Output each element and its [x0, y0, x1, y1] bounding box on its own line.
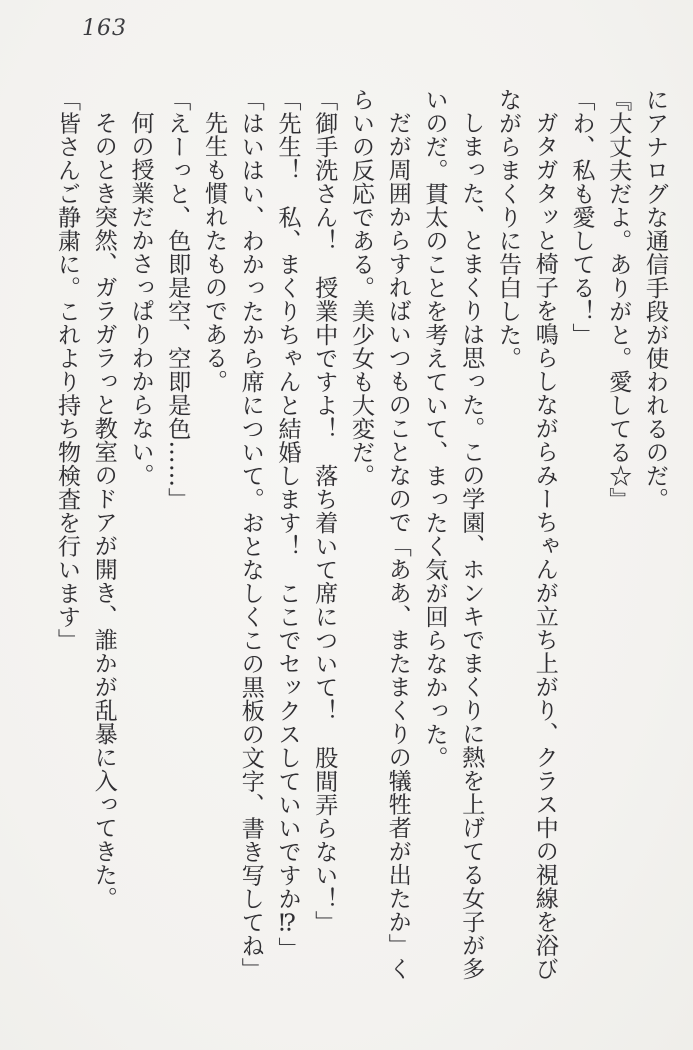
paragraph: 何の授業だかさっぱりわからない。: [127, 111, 154, 487]
paragraph: にアナログな通信手段が使われるのだ。: [642, 88, 668, 511]
paragraph: だが周囲からすればいつものことなので「ああ、またまくりの犠牲者が出たか」くらいの反応である。美少女も大変だ。: [348, 88, 411, 981]
paragraph: 「御手洗さん！ 授業中ですよ！ 落ち着いて席について！ 股間弄らない！」: [311, 88, 338, 934]
paragraph: しまった、とまくりは思った。この学園、ホンキでまくりに熱を上げてる女子が多いのだ。貫太のことを考えていて、まったく気が回らなかった。: [421, 88, 485, 981]
paragraph: 「先生！ 私、まくりちゃんと結婚します！ ここでセックスしていいですか⁉」: [274, 88, 301, 961]
paragraph: 「はいはい、わかったから席について。おとなしくこの黒板の文字、書き写してね」: [237, 88, 264, 981]
paragraph: 「えーっと、色即是空、空即是色……」: [164, 88, 191, 511]
paragraph: 『大丈夫だよ。ありがと。愛してる☆』: [605, 88, 632, 511]
page-text: [33, 88, 673, 984]
paragraph: 「皆さんご静粛に。これより持ち物検査を行います」: [54, 88, 80, 652]
paragraph: 「わ、私も愛してる！」: [568, 88, 595, 347]
paragraph: ガタガタッと椅子を鳴らしながらみーちゃんが立ち上がり、クラス中の視線を浴びながらまくりに告白した。: [495, 88, 558, 981]
page-number: 163: [82, 16, 127, 41]
paragraph: そのとき突然、ガラガラっと教室のドアが開き、誰かが乱暴に入ってきた。: [90, 111, 117, 910]
paragraph: 先生も慣れたものである。: [201, 111, 227, 393]
